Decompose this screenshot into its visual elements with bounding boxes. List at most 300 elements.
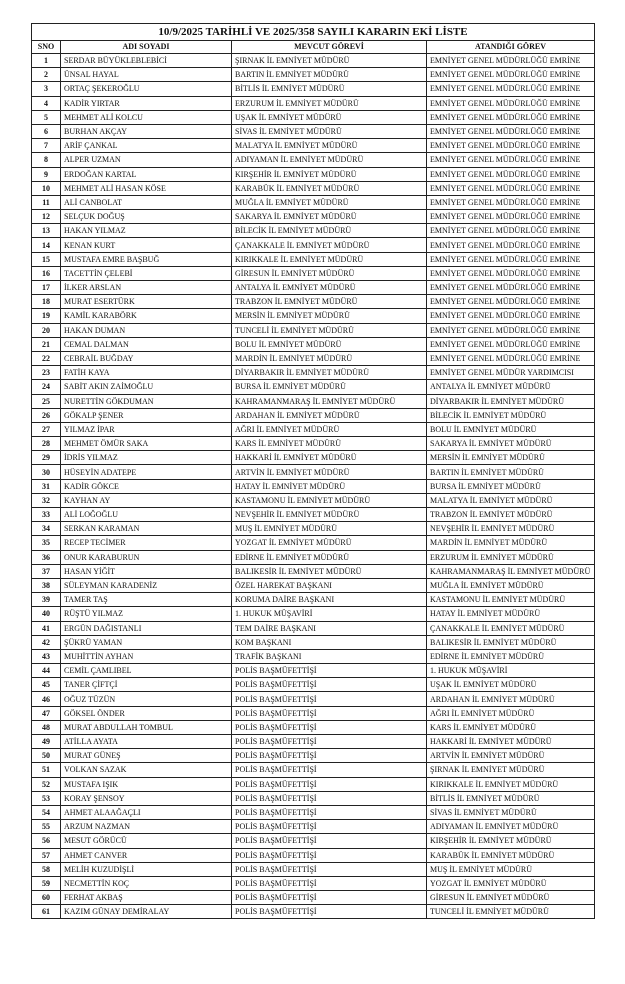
row-assigned-duty: SAKARYA İL EMNİYET MÜDÜRÜ: [427, 437, 595, 451]
table-row: [32, 238, 595, 252]
row-sno: 7: [32, 139, 61, 153]
table-row: [32, 479, 595, 493]
table-header-row: [32, 41, 595, 54]
table-row: [32, 295, 595, 309]
row-name: RÜŞTÜ YILMAZ: [61, 607, 232, 621]
row-assigned-duty: EMNİYET GENEL MÜDÜRLÜĞÜ EMRİNE: [427, 68, 595, 82]
row-sno: 57: [32, 848, 61, 862]
row-assigned-duty: MALATYA İL EMNİYET MÜDÜRÜ: [427, 493, 595, 507]
row-name: KAYHAN AY: [61, 493, 232, 507]
table-row: [32, 678, 595, 692]
row-sno: 49: [32, 735, 61, 749]
row-assigned-duty: ADIYAMAN İL EMNİYET MÜDÜRÜ: [427, 820, 595, 834]
table-row: [32, 309, 595, 323]
row-name: TANER ÇİFTÇİ: [61, 678, 232, 692]
row-current-duty: ŞIRNAK İL EMNİYET MÜDÜRÜ: [232, 54, 427, 68]
row-name: MEHMET ALİ HASAN KÖSE: [61, 181, 232, 195]
row-current-duty: ARDAHAN İL EMNİYET MÜDÜRÜ: [232, 408, 427, 422]
row-current-duty: KASTAMONU İL EMNİYET MÜDÜRÜ: [232, 493, 427, 507]
row-assigned-duty: MUĞLA İL EMNİYET MÜDÜRÜ: [427, 578, 595, 592]
appointment-table: [31, 23, 595, 919]
header-current-duty: MEVCUT GÖREVİ: [232, 41, 427, 54]
row-name: KAMİL KARABÖRK: [61, 309, 232, 323]
table-row: [32, 224, 595, 238]
row-current-duty: POLİS BAŞMÜFETTİŞİ: [232, 692, 427, 706]
row-current-duty: POLİS BAŞMÜFETTİŞİ: [232, 749, 427, 763]
row-sno: 60: [32, 891, 61, 905]
table-row: [32, 96, 595, 110]
row-sno: 13: [32, 224, 61, 238]
row-current-duty: POLİS BAŞMÜFETTİŞİ: [232, 891, 427, 905]
row-current-duty: YOZGAT İL EMNİYET MÜDÜRÜ: [232, 536, 427, 550]
row-sno: 26: [32, 408, 61, 422]
row-sno: 43: [32, 649, 61, 663]
table-row: [32, 735, 595, 749]
header-assigned-duty: ATANDIĞI GÖREV: [427, 41, 595, 54]
row-current-duty: POLİS BAŞMÜFETTİŞİ: [232, 678, 427, 692]
row-sno: 2: [32, 68, 61, 82]
row-assigned-duty: KIRIKKALE İL EMNİYET MÜDÜRÜ: [427, 777, 595, 791]
row-current-duty: POLİS BAŞMÜFETTİŞİ: [232, 834, 427, 848]
row-assigned-duty: ÇANAKKALE İL EMNİYET MÜDÜRÜ: [427, 621, 595, 635]
row-name: NECMETTİN KOÇ: [61, 876, 232, 890]
row-sno: 29: [32, 451, 61, 465]
row-name: ARZUM NAZMAN: [61, 820, 232, 834]
row-name: GÖKALP ŞENER: [61, 408, 232, 422]
row-sno: 33: [32, 508, 61, 522]
row-current-duty: KIRIKKALE İL EMNİYET MÜDÜRÜ: [232, 252, 427, 266]
table-row: [32, 593, 595, 607]
row-name: ALPER UZMAN: [61, 153, 232, 167]
table-row: [32, 181, 595, 195]
row-assigned-duty: BOLU İL EMNİYET MÜDÜRÜ: [427, 422, 595, 436]
table-row: [32, 266, 595, 280]
row-name: HAKAN YILMAZ: [61, 224, 232, 238]
row-assigned-duty: TUNCELİ İL EMNİYET MÜDÜRÜ: [427, 905, 595, 919]
table-row: [32, 834, 595, 848]
row-assigned-duty: EMNİYET GENEL MÜDÜRLÜĞÜ EMRİNE: [427, 224, 595, 238]
table-row: [32, 465, 595, 479]
row-sno: 10: [32, 181, 61, 195]
row-sno: 12: [32, 210, 61, 224]
row-current-duty: MALATYA İL EMNİYET MÜDÜRÜ: [232, 139, 427, 153]
row-sno: 53: [32, 791, 61, 805]
table-row: [32, 337, 595, 351]
row-sno: 23: [32, 366, 61, 380]
row-assigned-duty: MERSİN İL EMNİYET MÜDÜRÜ: [427, 451, 595, 465]
row-assigned-duty: KASTAMONU İL EMNİYET MÜDÜRÜ: [427, 593, 595, 607]
table-row: [32, 422, 595, 436]
row-current-duty: HAKKARİ İL EMNİYET MÜDÜRÜ: [232, 451, 427, 465]
row-assigned-duty: EMNİYET GENEL MÜDÜRLÜĞÜ EMRİNE: [427, 167, 595, 181]
row-name: ALİ LOĞOĞLU: [61, 508, 232, 522]
row-current-duty: POLİS BAŞMÜFETTİŞİ: [232, 905, 427, 919]
row-name: NURETTİN GÖKDUMAN: [61, 394, 232, 408]
row-name: MUSTAFA EMRE BAŞBUĞ: [61, 252, 232, 266]
row-assigned-duty: EMNİYET GENEL MÜDÜRLÜĞÜ EMRİNE: [427, 124, 595, 138]
row-name: ALİ CANBOLAT: [61, 195, 232, 209]
row-sno: 59: [32, 876, 61, 890]
row-sno: 39: [32, 593, 61, 607]
table-body: [32, 54, 595, 919]
row-assigned-duty: EMNİYET GENEL MÜDÜRLÜĞÜ EMRİNE: [427, 238, 595, 252]
row-current-duty: BİTLİS İL EMNİYET MÜDÜRÜ: [232, 82, 427, 96]
row-assigned-duty: BİLECİK İL EMNİYET MÜDÜRÜ: [427, 408, 595, 422]
row-current-duty: KORUMA DAİRE BAŞKANI: [232, 593, 427, 607]
table-row: [32, 649, 595, 663]
row-assigned-duty: EMNİYET GENEL MÜDÜRLÜĞÜ EMRİNE: [427, 295, 595, 309]
row-assigned-duty: EMNİYET GENEL MÜDÜRLÜĞÜ EMRİNE: [427, 96, 595, 110]
document-title: 10/9/2025 TARİHLİ VE 2025/358 SAYILI KARARIN EKİ LİSTE: [32, 24, 595, 41]
row-sno: 8: [32, 153, 61, 167]
row-current-duty: HATAY İL EMNİYET MÜDÜRÜ: [232, 479, 427, 493]
table-row: [32, 110, 595, 124]
header-name: ADI SOYADI: [61, 41, 232, 54]
row-name: İLKER ARSLAN: [61, 281, 232, 295]
row-sno: 40: [32, 607, 61, 621]
table-row: [32, 408, 595, 422]
table-row: [32, 451, 595, 465]
row-assigned-duty: ANTALYA İL EMNİYET MÜDÜRÜ: [427, 380, 595, 394]
table-row: [32, 536, 595, 550]
row-assigned-duty: NEVŞEHİR İL EMNİYET MÜDÜRÜ: [427, 522, 595, 536]
row-current-duty: AĞRI İL EMNİYET MÜDÜRÜ: [232, 422, 427, 436]
row-sno: 30: [32, 465, 61, 479]
row-current-duty: TRABZON İL EMNİYET MÜDÜRÜ: [232, 295, 427, 309]
row-name: MURAT ESERTÜRK: [61, 295, 232, 309]
row-assigned-duty: ARTVİN İL EMNİYET MÜDÜRÜ: [427, 749, 595, 763]
row-sno: 1: [32, 54, 61, 68]
table-row: [32, 706, 595, 720]
row-current-duty: POLİS BAŞMÜFETTİŞİ: [232, 876, 427, 890]
table-row: [32, 578, 595, 592]
row-assigned-duty: EMNİYET GENEL MÜDÜR YARDIMCISI: [427, 366, 595, 380]
row-current-duty: POLİS BAŞMÜFETTİŞİ: [232, 848, 427, 862]
row-assigned-duty: EMNİYET GENEL MÜDÜRLÜĞÜ EMRİNE: [427, 323, 595, 337]
row-name: AHMET CANVER: [61, 848, 232, 862]
row-name: KORAY ŞENSOY: [61, 791, 232, 805]
row-assigned-duty: UŞAK İL EMNİYET MÜDÜRÜ: [427, 678, 595, 692]
row-sno: 24: [32, 380, 61, 394]
row-current-duty: TUNCELİ İL EMNİYET MÜDÜRÜ: [232, 323, 427, 337]
row-name: KENAN KURT: [61, 238, 232, 252]
row-sno: 32: [32, 493, 61, 507]
row-name: CEMAL DALMAN: [61, 337, 232, 351]
row-assigned-duty: EDİRNE İL EMNİYET MÜDÜRÜ: [427, 649, 595, 663]
table-row: [32, 380, 595, 394]
table-row: [32, 607, 595, 621]
header-sno: SNO: [32, 41, 61, 54]
table-row: [32, 791, 595, 805]
row-current-duty: BARTIN İL EMNİYET MÜDÜRÜ: [232, 68, 427, 82]
table-row: [32, 820, 595, 834]
document-page: [31, 23, 594, 919]
row-name: MEHMET ALİ KOLCU: [61, 110, 232, 124]
row-name: MUSTAFA IŞIK: [61, 777, 232, 791]
row-sno: 48: [32, 720, 61, 734]
row-assigned-duty: EMNİYET GENEL MÜDÜRLÜĞÜ EMRİNE: [427, 153, 595, 167]
row-name: BURHAN AKÇAY: [61, 124, 232, 138]
table-row: [32, 437, 595, 451]
row-assigned-duty: HAKKARİ İL EMNİYET MÜDÜRÜ: [427, 735, 595, 749]
row-current-duty: MUŞ İL EMNİYET MÜDÜRÜ: [232, 522, 427, 536]
row-current-duty: DİYARBAKIR İL EMNİYET MÜDÜRÜ: [232, 366, 427, 380]
row-name: SELÇUK DOĞUŞ: [61, 210, 232, 224]
row-current-duty: KOM BAŞKANI: [232, 635, 427, 649]
row-sno: 41: [32, 621, 61, 635]
row-assigned-duty: BİTLİS İL EMNİYET MÜDÜRÜ: [427, 791, 595, 805]
row-current-duty: MUĞLA İL EMNİYET MÜDÜRÜ: [232, 195, 427, 209]
row-name: MURAT GÜNEŞ: [61, 749, 232, 763]
table-row: [32, 195, 595, 209]
row-sno: 54: [32, 805, 61, 819]
table-row: [32, 621, 595, 635]
row-current-duty: 1. HUKUK MÜŞAVİRİ: [232, 607, 427, 621]
row-name: İDRİS YILMAZ: [61, 451, 232, 465]
row-name: HAKAN DUMAN: [61, 323, 232, 337]
row-name: SERDAR BÜYÜKLEBLEBİCİ: [61, 54, 232, 68]
row-assigned-duty: TRABZON İL EMNİYET MÜDÜRÜ: [427, 508, 595, 522]
row-current-duty: SİVAS İL EMNİYET MÜDÜRÜ: [232, 124, 427, 138]
table-row: [32, 124, 595, 138]
table-row: [32, 68, 595, 82]
row-name: ERDOĞAN KARTAL: [61, 167, 232, 181]
row-sno: 52: [32, 777, 61, 791]
row-assigned-duty: EMNİYET GENEL MÜDÜRLÜĞÜ EMRİNE: [427, 281, 595, 295]
row-current-duty: MERSİN İL EMNİYET MÜDÜRÜ: [232, 309, 427, 323]
row-sno: 38: [32, 578, 61, 592]
row-current-duty: POLİS BAŞMÜFETTİŞİ: [232, 664, 427, 678]
row-current-duty: KARABÜK İL EMNİYET MÜDÜRÜ: [232, 181, 427, 195]
row-sno: 4: [32, 96, 61, 110]
row-assigned-duty: KIRŞEHİR İL EMNİYET MÜDÜRÜ: [427, 834, 595, 848]
row-name: SERKAN KARAMAN: [61, 522, 232, 536]
table-row: [32, 508, 595, 522]
row-assigned-duty: ŞIRNAK İL EMNİYET MÜDÜRÜ: [427, 763, 595, 777]
row-current-duty: EDİRNE İL EMNİYET MÜDÜRÜ: [232, 550, 427, 564]
row-current-duty: TRAFİK BAŞKANI: [232, 649, 427, 663]
row-assigned-duty: EMNİYET GENEL MÜDÜRLÜĞÜ EMRİNE: [427, 110, 595, 124]
row-current-duty: UŞAK İL EMNİYET MÜDÜRÜ: [232, 110, 427, 124]
row-current-duty: NEVŞEHİR İL EMNİYET MÜDÜRÜ: [232, 508, 427, 522]
row-current-duty: KARS İL EMNİYET MÜDÜRÜ: [232, 437, 427, 451]
row-name: MURAT ABDULLAH TOMBUL: [61, 720, 232, 734]
row-name: YILMAZ İPAR: [61, 422, 232, 436]
row-assigned-duty: HATAY İL EMNİYET MÜDÜRÜ: [427, 607, 595, 621]
row-sno: 14: [32, 238, 61, 252]
row-name: ŞÜKRÜ YAMAN: [61, 635, 232, 649]
row-current-duty: ANTALYA İL EMNİYET MÜDÜRÜ: [232, 281, 427, 295]
row-current-duty: ERZURUM İL EMNİYET MÜDÜRÜ: [232, 96, 427, 110]
row-name: VOLKAN SAZAK: [61, 763, 232, 777]
table-row: [32, 493, 595, 507]
row-current-duty: BURSA İL EMNİYET MÜDÜRÜ: [232, 380, 427, 394]
row-current-duty: SAKARYA İL EMNİYET MÜDÜRÜ: [232, 210, 427, 224]
row-current-duty: POLİS BAŞMÜFETTİŞİ: [232, 763, 427, 777]
row-sno: 17: [32, 281, 61, 295]
table-row: [32, 720, 595, 734]
table-row: [32, 564, 595, 578]
row-assigned-duty: MARDİN İL EMNİYET MÜDÜRÜ: [427, 536, 595, 550]
row-sno: 51: [32, 763, 61, 777]
row-current-duty: POLİS BAŞMÜFETTİŞİ: [232, 735, 427, 749]
row-assigned-duty: EMNİYET GENEL MÜDÜRLÜĞÜ EMRİNE: [427, 54, 595, 68]
row-name: KADİR GÖKCE: [61, 479, 232, 493]
row-name: ORTAÇ ŞEKEROĞLU: [61, 82, 232, 96]
row-current-duty: ÖZEL HAREKAT BAŞKANI: [232, 578, 427, 592]
row-current-duty: ARTVİN İL EMNİYET MÜDÜRÜ: [232, 465, 427, 479]
row-current-duty: POLİS BAŞMÜFETTİŞİ: [232, 791, 427, 805]
table-row: [32, 763, 595, 777]
table-row: [32, 54, 595, 68]
row-assigned-duty: MUŞ İL EMNİYET MÜDÜRÜ: [427, 862, 595, 876]
row-sno: 28: [32, 437, 61, 451]
table-row: [32, 323, 595, 337]
row-assigned-duty: KARS İL EMNİYET MÜDÜRÜ: [427, 720, 595, 734]
row-assigned-duty: EMNİYET GENEL MÜDÜRLÜĞÜ EMRİNE: [427, 337, 595, 351]
table-row: [32, 848, 595, 862]
row-assigned-duty: AĞRI İL EMNİYET MÜDÜRÜ: [427, 706, 595, 720]
row-name: MELİH KUZUDİŞLİ: [61, 862, 232, 876]
row-sno: 50: [32, 749, 61, 763]
row-sno: 16: [32, 266, 61, 280]
row-sno: 5: [32, 110, 61, 124]
row-name: CEBRAİL BUĞDAY: [61, 351, 232, 365]
row-current-duty: TEM DAİRE BAŞKANI: [232, 621, 427, 635]
row-name: CEMİL ÇAMLIBEL: [61, 664, 232, 678]
row-sno: 20: [32, 323, 61, 337]
row-sno: 27: [32, 422, 61, 436]
row-assigned-duty: 1. HUKUK MÜŞAVİRİ: [427, 664, 595, 678]
table-row: [32, 862, 595, 876]
table-row: [32, 891, 595, 905]
row-assigned-duty: SİVAS İL EMNİYET MÜDÜRÜ: [427, 805, 595, 819]
table-row: [32, 692, 595, 706]
row-assigned-duty: EMNİYET GENEL MÜDÜRLÜĞÜ EMRİNE: [427, 181, 595, 195]
row-assigned-duty: EMNİYET GENEL MÜDÜRLÜĞÜ EMRİNE: [427, 266, 595, 280]
row-assigned-duty: BARTIN İL EMNİYET MÜDÜRÜ: [427, 465, 595, 479]
table-row: [32, 550, 595, 564]
row-current-duty: POLİS BAŞMÜFETTİŞİ: [232, 862, 427, 876]
row-name: ATİLLA AYATA: [61, 735, 232, 749]
row-sno: 37: [32, 564, 61, 578]
row-sno: 35: [32, 536, 61, 550]
row-current-duty: ÇANAKKALE İL EMNİYET MÜDÜRÜ: [232, 238, 427, 252]
row-sno: 44: [32, 664, 61, 678]
row-assigned-duty: KAHRAMANMARAŞ İL EMNİYET MÜDÜRÜ: [427, 564, 595, 578]
row-sno: 3: [32, 82, 61, 96]
table-row: [32, 522, 595, 536]
table-row: [32, 664, 595, 678]
row-sno: 45: [32, 678, 61, 692]
row-assigned-duty: EMNİYET GENEL MÜDÜRLÜĞÜ EMRİNE: [427, 309, 595, 323]
row-name: RECEP TECİMER: [61, 536, 232, 550]
row-current-duty: KIRŞEHİR İL EMNİYET MÜDÜRÜ: [232, 167, 427, 181]
row-name: ERGÜN DAĞISTANLI: [61, 621, 232, 635]
row-name: SÜLEYMAN KARADENİZ: [61, 578, 232, 592]
row-name: AHMET ALAAĞAÇLI: [61, 805, 232, 819]
row-current-duty: BİLECİK İL EMNİYET MÜDÜRÜ: [232, 224, 427, 238]
row-sno: 19: [32, 309, 61, 323]
table-row: [32, 366, 595, 380]
row-assigned-duty: BURSA İL EMNİYET MÜDÜRÜ: [427, 479, 595, 493]
table-row: [32, 805, 595, 819]
row-assigned-duty: EMNİYET GENEL MÜDÜRLÜĞÜ EMRİNE: [427, 210, 595, 224]
row-name: GÖKSEL ÖNDER: [61, 706, 232, 720]
row-sno: 11: [32, 195, 61, 209]
row-assigned-duty: EMNİYET GENEL MÜDÜRLÜĞÜ EMRİNE: [427, 351, 595, 365]
row-assigned-duty: EMNİYET GENEL MÜDÜRLÜĞÜ EMRİNE: [427, 82, 595, 96]
row-assigned-duty: BALIKESİR İL EMNİYET MÜDÜRÜ: [427, 635, 595, 649]
table-row: [32, 777, 595, 791]
table-row: [32, 167, 595, 181]
row-sno: 58: [32, 862, 61, 876]
table-row: [32, 394, 595, 408]
row-current-duty: POLİS BAŞMÜFETTİŞİ: [232, 777, 427, 791]
row-name: HASAN YİĞİT: [61, 564, 232, 578]
row-sno: 34: [32, 522, 61, 536]
table-row: [32, 749, 595, 763]
row-current-duty: POLİS BAŞMÜFETTİŞİ: [232, 820, 427, 834]
row-assigned-duty: DİYARBAKIR İL EMNİYET MÜDÜRÜ: [427, 394, 595, 408]
row-sno: 36: [32, 550, 61, 564]
row-sno: 9: [32, 167, 61, 181]
row-name: FATİH KAYA: [61, 366, 232, 380]
row-current-duty: MARDİN İL EMNİYET MÜDÜRÜ: [232, 351, 427, 365]
table-row: [32, 153, 595, 167]
row-current-duty: BOLU İL EMNİYET MÜDÜRÜ: [232, 337, 427, 351]
row-name: MESUT GÖRÜCÜ: [61, 834, 232, 848]
table-row: [32, 905, 595, 919]
row-sno: 42: [32, 635, 61, 649]
table-row: [32, 252, 595, 266]
row-current-duty: ADIYAMAN İL EMNİYET MÜDÜRÜ: [232, 153, 427, 167]
row-name: FERHAT AKBAŞ: [61, 891, 232, 905]
row-name: TACETTİN ÇELEBİ: [61, 266, 232, 280]
row-assigned-duty: YOZGAT İL EMNİYET MÜDÜRÜ: [427, 876, 595, 890]
table-row: [32, 281, 595, 295]
row-assigned-duty: KARABÜK İL EMNİYET MÜDÜRÜ: [427, 848, 595, 862]
table-row: [32, 351, 595, 365]
row-sno: 61: [32, 905, 61, 919]
table-row: [32, 635, 595, 649]
row-name: ONUR KARABURUN: [61, 550, 232, 564]
row-current-duty: GİRESUN İL EMNİYET MÜDÜRÜ: [232, 266, 427, 280]
row-name: MEHMET ÖMÜR SAKA: [61, 437, 232, 451]
row-name: TAMER TAŞ: [61, 593, 232, 607]
row-sno: 56: [32, 834, 61, 848]
row-sno: 22: [32, 351, 61, 365]
table-row: [32, 139, 595, 153]
row-name: ARİF ÇANKAL: [61, 139, 232, 153]
table-row: [32, 876, 595, 890]
row-sno: 18: [32, 295, 61, 309]
row-sno: 46: [32, 692, 61, 706]
row-current-duty: BALIKESİR İL EMNİYET MÜDÜRÜ: [232, 564, 427, 578]
row-sno: 31: [32, 479, 61, 493]
row-assigned-duty: EMNİYET GENEL MÜDÜRLÜĞÜ EMRİNE: [427, 139, 595, 153]
row-name: SABİT AKIN ZAİMOĞLU: [61, 380, 232, 394]
row-name: MUHİTTİN AYHAN: [61, 649, 232, 663]
row-sno: 21: [32, 337, 61, 351]
row-name: OĞUZ TÜZÜN: [61, 692, 232, 706]
row-assigned-duty: EMNİYET GENEL MÜDÜRLÜĞÜ EMRİNE: [427, 195, 595, 209]
row-current-duty: KAHRAMANMARAŞ İL EMNİYET MÜDÜRÜ: [232, 394, 427, 408]
row-name: ÜNSAL HAYAL: [61, 68, 232, 82]
row-current-duty: POLİS BAŞMÜFETTİŞİ: [232, 805, 427, 819]
row-assigned-duty: EMNİYET GENEL MÜDÜRLÜĞÜ EMRİNE: [427, 252, 595, 266]
row-sno: 47: [32, 706, 61, 720]
